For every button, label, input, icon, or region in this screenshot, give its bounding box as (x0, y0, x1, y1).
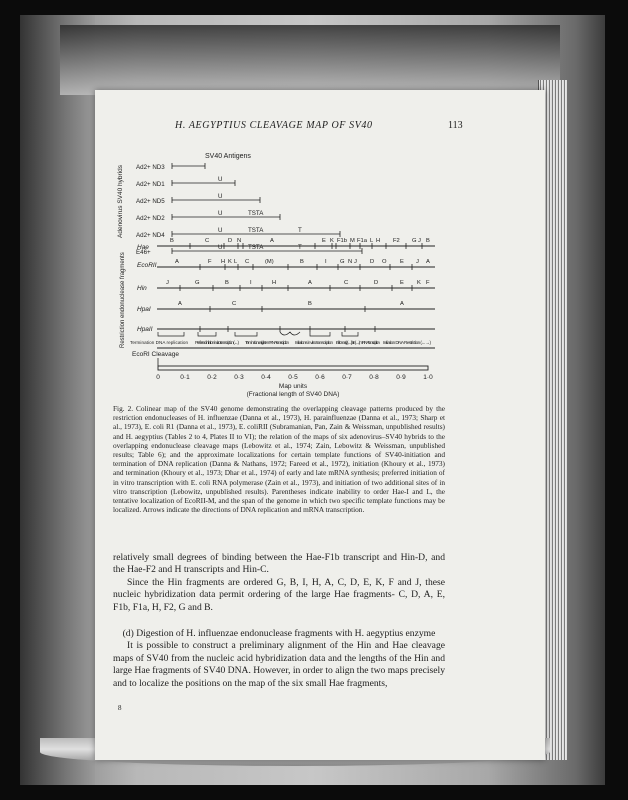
fragment-label: A (400, 301, 404, 307)
fragment-label: F1a (357, 238, 367, 244)
x-tick: 1·0 (423, 374, 433, 381)
hybrids-axis-label: Adenovirus SV40 hybrids (117, 165, 124, 238)
hybrid-rows (136, 164, 165, 256)
paragraph: It is possible to construct a preliminary alignment of the Hin and Hae cleavage maps of SV40 from the nucleic acid hybridization data and the lengths of the Hin and large Hae fragments of SV40 DNA. However, in order to align the two maps precisely and to localize the positions on the map of the six small Hae fragments, (113, 640, 445, 689)
fragment-label: E (400, 280, 404, 286)
enzyme-name-ecorii: EcoRII (137, 262, 157, 269)
cleavage-map-figure (110, 150, 450, 400)
fragment-label: D (228, 238, 233, 244)
fragment-label: K (330, 238, 334, 244)
enzyme-name-hpaii: HpaII (137, 326, 153, 333)
fragments-axis-label: Restriction endonuclease fragments (120, 252, 126, 348)
fragment-label: B (170, 238, 174, 244)
region-label: Initiation DNA Restriction (←→) (383, 340, 431, 345)
fragment-label: K (417, 280, 421, 286)
fragment-label: (M) (265, 259, 274, 265)
antigen-mark: U (218, 176, 223, 183)
fragment-label: J (416, 259, 419, 265)
x-tick: 0·4 (261, 374, 271, 381)
fragment-label: J (166, 280, 169, 286)
fragment-label: C (245, 259, 250, 265)
running-title: H. AEGYPTIUS CLEAVAGE MAP OF SV40 (175, 120, 373, 131)
fragment-label: A (175, 259, 179, 265)
hybrid-name: E46+ (136, 249, 151, 256)
x-sublabel: (Fractional length of SV40 DNA) (246, 391, 340, 398)
ecorii-fragment-labels (175, 259, 430, 265)
fragment-label: F2 (393, 238, 400, 244)
cleavage-label: EcoRI Cleavage (132, 351, 179, 358)
footer-mark: 8 (118, 704, 122, 712)
fragment-label: H (376, 238, 381, 244)
hybrid-name: Ad2+ ND2 (136, 215, 165, 222)
section-heading: (d) Digestion of H. influenzae endonuclease fragments with H. aegyptius enzyme (122, 628, 436, 640)
antigen-mark: TSTA (248, 210, 264, 217)
fragment-label: G (412, 238, 417, 244)
x-tick: 0·7 (342, 374, 352, 381)
hpai-fragment-labels (178, 301, 404, 307)
fragment-label: I (250, 280, 252, 286)
region-label: Termination DNA replication (130, 340, 188, 345)
fragment-label: A (178, 301, 182, 307)
page-number: 113 (448, 120, 463, 131)
fragment-label: N (237, 238, 242, 244)
fragment-label: F1b (337, 238, 347, 244)
enzyme-name-hpai: HpaI (137, 306, 151, 313)
fragment-label: G (195, 280, 200, 286)
x-label: Map units (278, 383, 308, 390)
region-label: Initiations in vitro transcription (295, 340, 333, 345)
fragment-label: C (232, 301, 237, 307)
region-brackets (158, 332, 358, 336)
hybrid-name: Ad2+ ND3 (136, 164, 165, 171)
fragment-label: F (426, 280, 430, 286)
fragment-label: F (208, 259, 212, 265)
enzyme-names (137, 244, 149, 251)
region-label: Termination early, late mRNA transcription (245, 340, 289, 345)
antigens-title: SV40 Antigens (205, 153, 251, 160)
antigen-mark: TSTA (248, 244, 264, 251)
x-tick: 0·9 (396, 374, 406, 381)
fragment-label: B (308, 301, 312, 307)
paragraph: relatively small degrees of binding between the Hae-F1b transcript and Hin-D, and the Hae-F2 and H transcripts and Hin-C. (113, 552, 445, 576)
x-tick: 0·1 (180, 374, 190, 381)
region-label: Initiation early (←), late (→) mRNA transcription (336, 340, 380, 345)
restriction-lines (157, 246, 435, 348)
antigen-mark: TSTA (248, 227, 264, 234)
fragment-label: L (234, 259, 238, 265)
fragment-label: D (374, 280, 379, 286)
fragment-label: D (370, 259, 375, 265)
x-tick: 0·6 (315, 374, 325, 381)
hin-fragment-labels (166, 280, 430, 286)
figure-caption: Fig. 2. Colinear map of the SV40 genome demonstrating the overlapping cleavage patterns produced by the restriction endonucleases of H. influenzae (Danna et al., 1973), H. parainfluenzae (Danna et al., 1973; Sharp et al., 1973), E. coli R1 (Danna et al., 1973), E. coliRII (Subramanian, Pan, Zain & Weissman, unpublished results) and H. aegyptius (Tables 2 to 4, Plates II to VI); the relation of the maps of six adenovirus–SV40 hybrids to the overlapping endonuclease cleavage maps (Lebowitz et al., 1974; Zain, Lebowitz & Weissman, unpublished results; Table 6); and the approximate localizations for certain template functions of SV40-initiation and termination of DNA replication (Danna & Nathans, 1972; Fareed et al., 1972), initiation (Khoury et al., 1973) and termination (Khoury et al., 1973; Dhar et al., 1974) of early and late mRNA synthesis; preferred initiation of in vitro transcription with E. coli RNA polymerase (Zain et al., 1973), and initiation of two additional sites of in vitro transcription (Lebowitz, unpublished results). Parentheses indicate inability to order Hae-I and L, the tentative localization of EcoRII-M, and the span of the genome in which two specific template functions may be localized. Arrows indicate the directions of DNA replication and mRNA transcription. (113, 404, 445, 515)
fragment-label: N (348, 259, 353, 265)
hybrid-name: Ad2+ ND4 (136, 232, 165, 239)
cleavage-ticks (180, 243, 422, 332)
fragment-label: C (205, 238, 210, 244)
enzyme-rows (137, 262, 157, 333)
fragment-label: H (221, 259, 226, 265)
antigen-mark: U (218, 210, 223, 217)
x-tick: 0·8 (369, 374, 379, 381)
antigen-mark: U (218, 244, 223, 251)
x-tick: 0·5 (288, 374, 298, 381)
x-tick: 0·3 (234, 374, 244, 381)
hybrid-name: Ad2+ ND1 (136, 181, 165, 188)
region-labels (130, 340, 431, 345)
antigen-mark: U (218, 193, 223, 200)
body-text (113, 552, 445, 690)
fragment-label: J (418, 238, 421, 244)
fragment-label: C (344, 280, 349, 286)
fragment-label: I (325, 259, 327, 265)
antigen-mark: T (298, 227, 302, 234)
paragraph: Since the Hin fragments are ordered G, B, I, H, A, C, D, E, K, F and J, these nucleic hybridization data permit ordering of the large Hae fragments- C, D, A, E, F1b, F1a, H, F2, G and B. (113, 576, 445, 613)
fragment-label: L (370, 238, 374, 244)
antigen-mark: U (218, 227, 223, 234)
map-axis (156, 366, 433, 398)
film-shadow-left (20, 15, 95, 785)
fragment-label: M (350, 238, 355, 244)
fragment-label: J (354, 259, 357, 265)
fragment-label: A (270, 238, 274, 244)
fragment-label: A (308, 280, 312, 286)
x-tick: 0·2 (207, 374, 217, 381)
fragment-label: A (426, 259, 430, 265)
antigen-mark: T (298, 244, 302, 251)
hybrid-name: Ad2+ ND5 (136, 198, 165, 205)
fragment-label: B (300, 259, 304, 265)
fragment-label: O (382, 259, 387, 265)
enzyme-name-hin: Hin (137, 285, 147, 292)
fragment-label: B (225, 280, 229, 286)
x-tick: 0 (156, 374, 160, 381)
fragment-label: E (400, 259, 404, 265)
fragment-label: E (322, 238, 326, 244)
region-label: Preferred initiation in vitro transcription (←) (195, 340, 239, 345)
film-shadow-top (60, 25, 560, 95)
fragment-label: H (272, 280, 277, 286)
fragment-label: K (228, 259, 232, 265)
enzyme-name-hae: Hae (137, 244, 149, 251)
fragment-label: B (426, 238, 430, 244)
x-ticks (156, 374, 433, 381)
fragment-label: G (340, 259, 345, 265)
